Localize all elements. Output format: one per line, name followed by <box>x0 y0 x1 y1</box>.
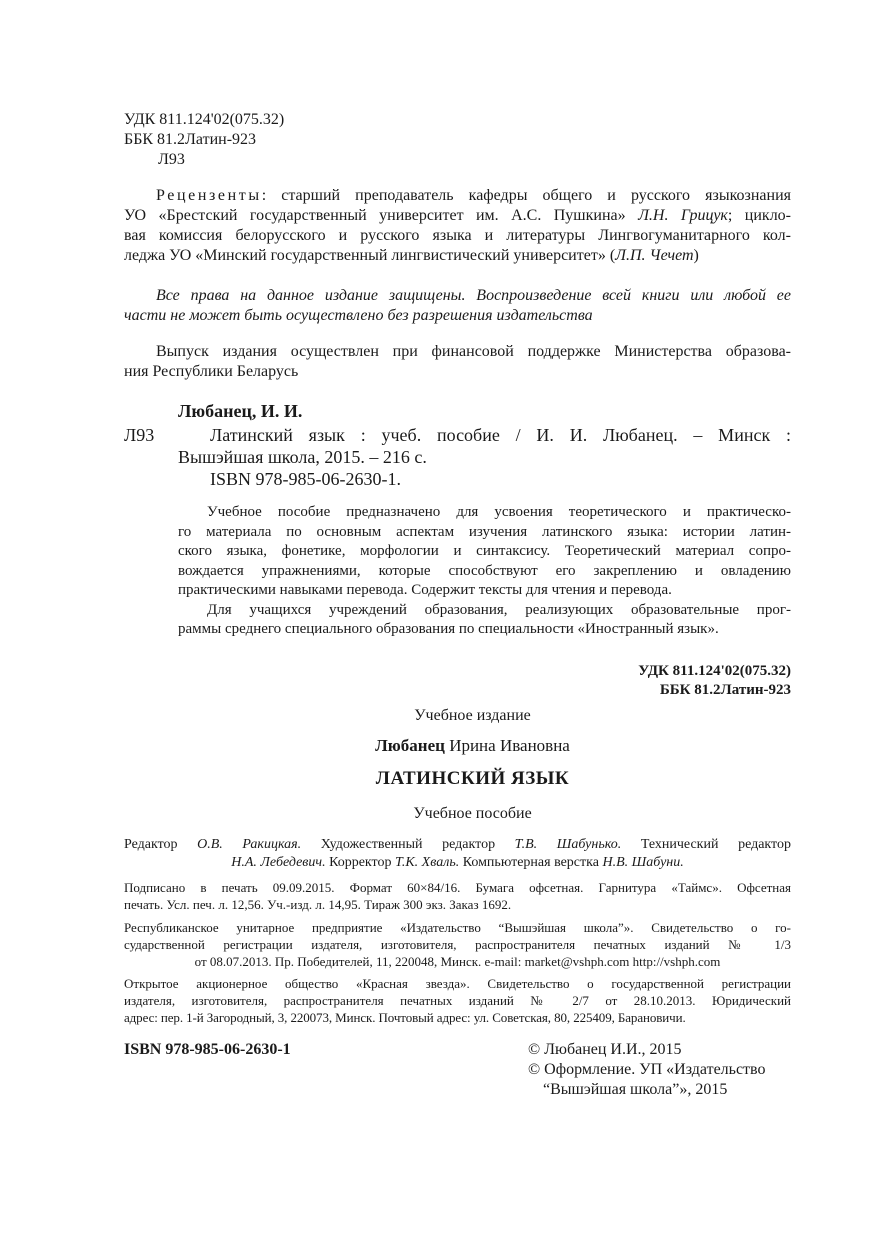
art-editor-name: Т.В. Шабунько. <box>514 837 622 852</box>
copyright-design-line-1: © Оформление. УП «Издательство <box>528 1061 766 1078</box>
publisher-info: Республиканское унитарное предприятие «Издательство “Вышэйшая школа”». Свидетельство о го- сударственной регистрации издателя, изготовителя, распространителя печатных изданий № 1/3 от 08.07.2013. Пр. Победителей, 11, 220048, Минск. e-mail: market@vshph.com http://vshph.com <box>124 920 791 969</box>
edition-type: Учебное издание <box>414 707 531 724</box>
reviewer-name-1: Л.Н. Грицук <box>638 207 728 224</box>
catalog-title-line-1: Латинский язык : учеб. пособие / И. И. Любанец. – Минск : <box>210 425 791 445</box>
bbk-code: ББК 81.2Латин-923 <box>124 131 257 148</box>
funding-notice: Выпуск издания осуществлен при финансовой поддержке Министерства образова- ния Республики Беларусь <box>124 343 791 380</box>
reviewers-line-4: леджа УО «Минский государственный лингвистический университет» (Л.П. Чечет) <box>124 247 699 264</box>
proofreader-name: Т.К. Хваль. <box>394 855 460 870</box>
credits-line-2: Н.А. Лебедевич. Корректор Т.К. Хваль. Компьютерная верстка Н.В. Шабуни. <box>231 855 684 870</box>
print-info: Подписано в печать 09.09.2015. Формат 60×84/16. Бумага офсетная. Гарнитура «Таймс». Офсетная печать. Усл. печ. л. 12,56. Уч.-изд. л. 14,95. Тираж 300 экз. Заказ 1692. <box>124 880 791 912</box>
copyright-design-line-2: “Вышэйшая школа”», 2015 <box>543 1081 728 1098</box>
book-title: ЛАТИНСКИЙ ЯЗЫК <box>375 768 570 789</box>
footer-isbn: ISBN 978-985-06-2630-1 <box>124 1041 291 1058</box>
udk-code: УДК 811.124'02(075.32) <box>124 111 285 128</box>
reviewers-paragraph <box>124 186 791 266</box>
reviewers-line-2: УО «Брестский государственный университет им. А.С. Пушкина» Л.Н. Грицук; цикло- <box>124 207 792 224</box>
reviewers-label: Рецензенты <box>156 187 262 204</box>
reviewers-line-1: Рецензенты: старший преподаватель кафедры общего и русского языкознания <box>156 187 791 204</box>
catalog-mark: Л93 <box>124 425 155 445</box>
tech-editor-name: Н.А. Лебедевич. <box>231 855 326 870</box>
reviewer-name-2: Л.П. Чечет <box>615 247 694 264</box>
credits-line-1: Редактор О.В. Ракицкая. Художественный редактор Т.В. Шабунько. Технический редактор <box>124 837 791 852</box>
bbk-code-bold: ББК 81.2Латин-923 <box>659 682 791 698</box>
author-mark: Л93 <box>158 151 185 168</box>
credits <box>124 836 791 872</box>
catalog-isbn: ISBN 978-985-06-2630-1. <box>210 469 401 489</box>
catalog-description <box>178 424 791 490</box>
udk-code-bold: УДК 811.124'02(075.32) <box>638 663 791 679</box>
catalog-author-heading: Любанец, И. И. <box>178 401 303 421</box>
rights-notice: Все права на данное издание защищены. Воспроизведение всей книги или любой ее части не может быть осуществлено без разрешения издательства <box>124 287 791 324</box>
editor-name: О.В. Ракицкая. <box>197 837 302 852</box>
printer-info: Открытое акционерное общество «Красная звезда». Свидетельство о государственной регистрации издателя, изготовителя, распространителя печатных изданий № 2/7 от 28.10.2013. Юридический адрес: пер. 1-й Загородный, 3, 220073, Минск. Почтовый адрес: ул. Советская, 80, 225409, Барановичи. <box>124 976 791 1025</box>
layout-name: Н.В. Шабуни. <box>602 855 684 870</box>
book-subtitle: Учебное пособие <box>413 805 532 822</box>
annotation: Учебное пособие предназначено для усвоения теоретического и практическо- го материала по основным аспектам изучения латинского языка: истории латин- ского языка, фонетике, морфологии и синтаксису. Теоретический материал сопро- вождается упражнениями, которые способствуют его закреплению и овладению практическими навыками перевода. Содержит тексты для чтения и перевода. Для учащихся учреждений образования, реализующих образовательные прог- раммы среднего специального образования по специальности «Иностранный язык». <box>178 504 791 637</box>
copyright-author: © Любанец И.И., 2015 <box>528 1041 682 1058</box>
catalog-title-line-2: Вышэйшая школа, 2015. – 216 с. <box>178 447 427 467</box>
author-full-name: Любанец Ирина Ивановна <box>375 736 570 755</box>
reviewers-line-3: вая комиссия белорусского и русского языка и литературы Лингвогуманитарного кол- <box>124 227 791 244</box>
